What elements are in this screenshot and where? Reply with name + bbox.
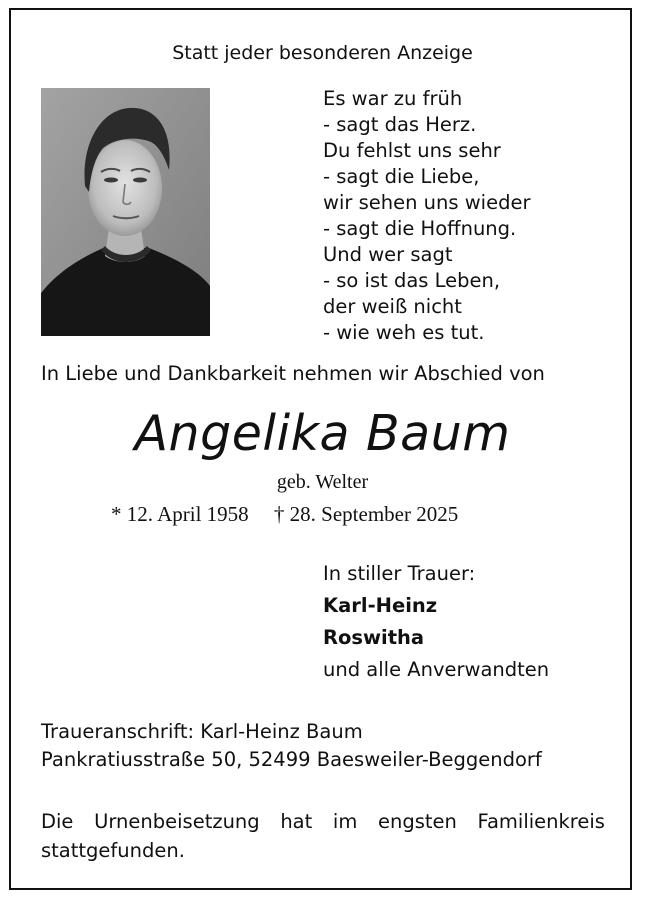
poem-line: - so ist das Leben, [323,269,501,292]
burial-word: im [332,810,358,833]
poem [323,86,530,346]
mourner-name: Roswitha [323,626,425,649]
maiden-name: geb. Welter [276,471,369,493]
mourners-block [323,558,549,686]
poem-line: - sagt die Hoffnung. [323,217,517,240]
poem-line: wir sehen uns wieder [323,191,531,214]
burial-word: Familienkreis [477,810,605,833]
burial-word: hat [280,810,313,833]
portrait-photo [41,88,210,336]
death-date: † 28. September 2025 [273,502,459,526]
burial-notice [41,807,605,865]
poem-line: der weiß nicht [323,295,462,318]
burial-word: engsten [377,810,457,833]
burial-line-2: stattgefunden. [41,839,185,862]
farewell-intro: In Liebe und Dankbarkeit nehmen wir Abschied von [41,362,545,385]
header-text: Statt jeder besonderen Anzeige [172,42,473,64]
deceased-name: Angelika Baum [134,405,511,462]
mourner-name: Karl-Heinz [323,594,438,617]
poem-line: Du fehlst uns sehr [323,139,501,162]
mourners-closing: und alle Anverwandten [323,658,550,681]
address-line-1: Traueranschrift: Karl-Heinz Baum [41,720,363,743]
life-dates [111,500,458,528]
burial-word: Urnenbeisetzung [94,810,260,833]
poem-line: Es war zu früh [323,87,463,110]
poem-line: - sagt das Herz. [323,113,477,136]
address-line-2: Pankratiusstraße 50, 52499 Baesweiler-Beggendorf [41,748,542,771]
mourners-intro: In stiller Trauer: [323,562,476,585]
burial-line-1 [41,807,605,836]
mourning-address [41,718,542,774]
burial-word: Die [41,810,74,833]
poem-line: - sagt die Liebe, [323,165,480,188]
poem-line: - wie weh es tut. [323,321,485,344]
birth-date: * 12. April 1958 [111,502,249,526]
poem-line: Und wer sagt [323,243,453,266]
